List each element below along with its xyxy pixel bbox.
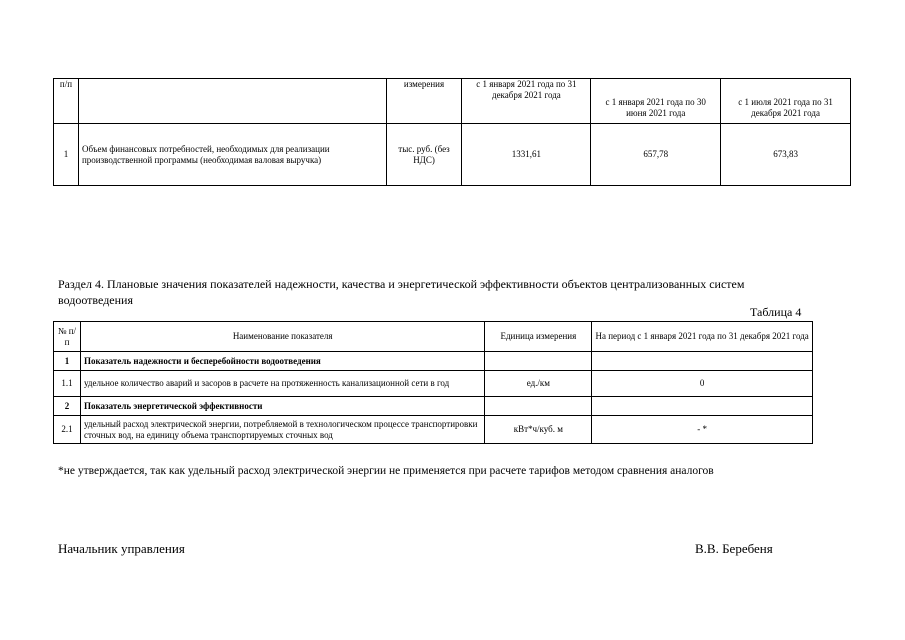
- footnote: *не утверждается, так как удельный расход электрической энергии не применяется при расчете тарифов методом сравнения аналогов: [58, 465, 714, 477]
- indicators-table: [53, 321, 813, 444]
- table-row: [54, 371, 813, 397]
- row-unit: [485, 352, 592, 371]
- row-unit: ед./км: [485, 371, 592, 397]
- header-period: На период с 1 января 2021 года по 31 декабря 2021 года: [592, 322, 813, 352]
- table-row: [54, 352, 813, 371]
- row-value-h1: 657,78: [591, 124, 721, 186]
- row-name: Объем финансовых потребностей, необходимых для реализации производственной программы (необходимая валовая выручка): [78, 124, 386, 186]
- header-period-year: с 1 января 2021 года по 31 декабря 2021 года: [462, 79, 591, 124]
- header-num: п/п: [54, 79, 79, 124]
- row-value: - *: [592, 416, 813, 444]
- row-value: [592, 397, 813, 416]
- row-num: 1: [54, 352, 81, 371]
- row-num: 1.1: [54, 371, 81, 397]
- row-value-h2: 673,83: [721, 124, 851, 186]
- row-unit: [485, 397, 592, 416]
- header-unit: измерения: [386, 79, 462, 124]
- row-name: Показатель энергетической эффективности: [80, 397, 484, 416]
- table-row: [54, 397, 813, 416]
- header-period-h1: с 1 января 2021 года по 30 июня 2021 года: [591, 79, 721, 124]
- row-num: 1: [54, 124, 79, 186]
- table-label: Таблица 4: [750, 305, 802, 319]
- row-value: [592, 352, 813, 371]
- header-name: [78, 79, 386, 124]
- row-num: 2: [54, 397, 81, 416]
- row-unit: тыс. руб. (без НДС): [386, 124, 462, 186]
- header-period-h2: с 1 июля 2021 года по 31 декабря 2021 года: [721, 79, 851, 124]
- row-value-year: 1331,61: [462, 124, 591, 186]
- table-row: [54, 124, 851, 186]
- row-name: удельное количество аварий и засоров в расчете на протяженность канализационной сети в год: [80, 371, 484, 397]
- table-row: [54, 416, 813, 444]
- header-name: Наименование показателя: [80, 322, 484, 352]
- header-unit: Единица измерения: [485, 322, 592, 352]
- row-unit: кВт*ч/куб. м: [485, 416, 592, 444]
- signatory-position: Начальник управления: [58, 541, 185, 556]
- section-title: Раздел 4. Плановые значения показателей надежности, качества и энергетической эффективности объектов централизованных систем водоотведения: [58, 277, 745, 307]
- row-num: 2.1: [54, 416, 81, 444]
- row-name: Показатель надежности и бесперебойности водоотведения: [80, 352, 484, 371]
- table-header-row: [54, 322, 813, 352]
- production-program-table: [53, 78, 851, 186]
- row-value: 0: [592, 371, 813, 397]
- table-header-row: [54, 79, 851, 124]
- header-num: № п/п: [54, 322, 81, 352]
- row-name: удельный расход электрической энергии, потребляемой в технологическом процессе транспортировки сточных вод, на единицу объема транспортируемых сточных вод: [80, 416, 484, 444]
- signatory-name: В.В. Беребеня: [695, 541, 773, 556]
